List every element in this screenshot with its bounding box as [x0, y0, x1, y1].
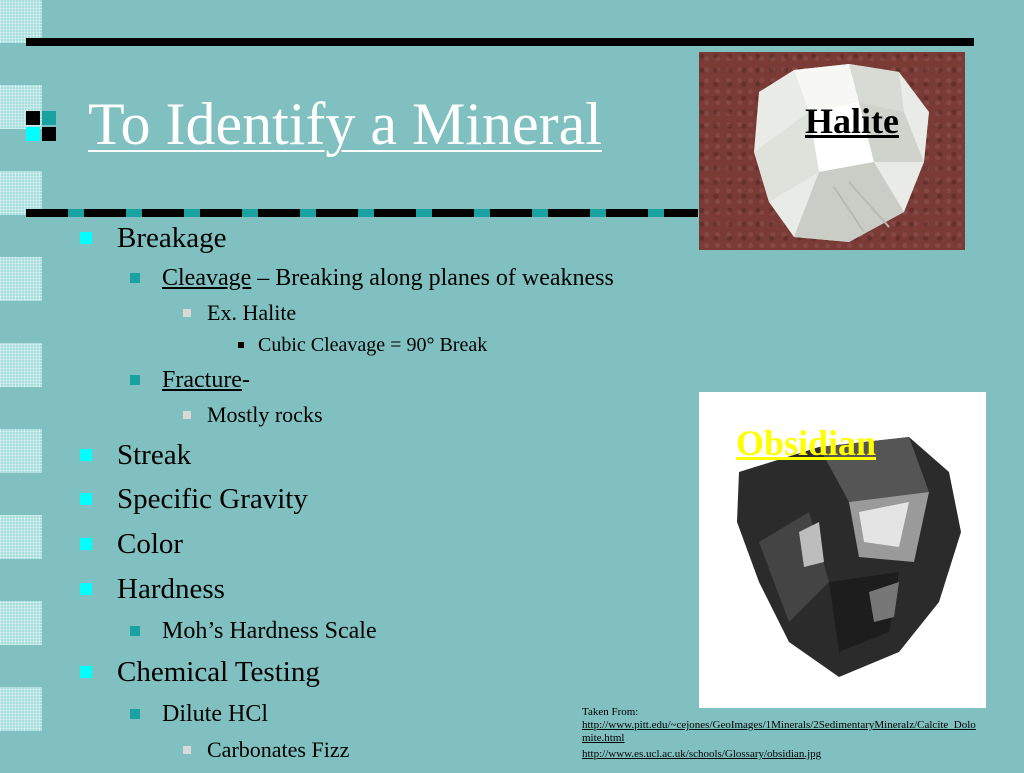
bullet-text: Carbonates Fizz — [207, 737, 350, 762]
fracture-suffix: - — [241, 367, 250, 393]
bullet-text: Moh’s Hardness Scale — [162, 618, 377, 644]
bullet-streak — [117, 441, 191, 470]
cleavage-definition: – Breaking along planes of weakness — [251, 265, 614, 291]
bullet-square-icon — [80, 666, 92, 678]
image-source-credits — [582, 706, 982, 761]
bullet-square-icon — [183, 411, 191, 419]
bullet-hardness — [117, 575, 225, 604]
bullet-square-icon — [130, 709, 140, 719]
bullet-carbonates-fizz — [207, 739, 349, 761]
halite-photo — [699, 52, 965, 250]
bullet-text: Cubic Cleavage = 90° Break — [258, 334, 488, 356]
bullet-square-icon — [130, 626, 140, 636]
strip-band — [0, 43, 42, 85]
source-link-halite[interactable]: http://www.pitt.edu/~cejones/GeoImages/1Minerals/2SedimentaryMineralz/Calcite_Dolomite.html — [582, 719, 976, 744]
strip-band — [0, 559, 42, 601]
strip-band — [0, 645, 42, 687]
top-divider-line — [26, 38, 974, 46]
bullet-square-icon — [80, 493, 92, 505]
bullet-ex-halite — [207, 302, 296, 324]
bullet-breakage — [117, 224, 227, 253]
title-bullet-icon — [26, 111, 58, 143]
halite-label: Halite — [805, 101, 899, 141]
bullet-color — [117, 530, 183, 559]
bullet-dilute-hcl — [162, 702, 268, 726]
bullet-square-icon — [80, 583, 92, 595]
fracture-term: Fracture — [162, 367, 242, 393]
bullet-text: Color — [117, 528, 184, 560]
bullet-text: Dilute HCl — [162, 701, 268, 727]
source-link-obsidian[interactable]: http://www.es.ucl.ac.uk/schools/Glossary/obsidian.jpg — [582, 748, 822, 760]
bullet-specific-gravity — [117, 485, 308, 514]
bullet-chemical-testing — [117, 658, 320, 687]
strip-band — [0, 473, 42, 515]
strip-band — [0, 215, 42, 257]
bullet-text: Chemical Testing — [117, 656, 320, 688]
bullet-mostly-rocks — [207, 404, 323, 426]
cleavage-term: Cleavage — [162, 265, 252, 291]
obsidian-label: Obsidian — [736, 423, 877, 463]
bullet-text: Breakage — [117, 222, 227, 254]
bullet-square-icon — [183, 309, 191, 317]
dashed-divider-line — [26, 209, 698, 217]
source-intro: Taken From: — [582, 706, 639, 718]
bullet-fracture — [162, 368, 250, 392]
bullet-text: Streak — [117, 439, 192, 471]
bullet-text: Hardness — [117, 573, 225, 605]
bullet-text: Mostly rocks — [207, 402, 323, 427]
strip-band — [0, 301, 42, 343]
slide-title: To Identify a Mineral — [88, 91, 602, 157]
bullet-text: Specific Gravity — [117, 483, 308, 515]
halite-crystal-illustration — [699, 52, 965, 250]
bullet-square-icon — [238, 342, 244, 348]
bullet-text: Ex. Halite — [207, 300, 297, 325]
bullet-square-icon — [130, 375, 140, 385]
bullet-square-icon — [183, 746, 191, 754]
bullet-square-icon — [80, 232, 92, 244]
strip-band — [0, 731, 42, 773]
bullet-mohs-scale — [162, 619, 377, 643]
bullet-cleavage — [162, 266, 614, 290]
bullet-square-icon — [130, 273, 140, 283]
bullet-cubic-cleavage — [258, 335, 487, 355]
bullet-square-icon — [80, 538, 92, 550]
strip-band — [0, 387, 42, 429]
bullet-square-icon — [80, 449, 92, 461]
obsidian-photo — [699, 392, 986, 708]
